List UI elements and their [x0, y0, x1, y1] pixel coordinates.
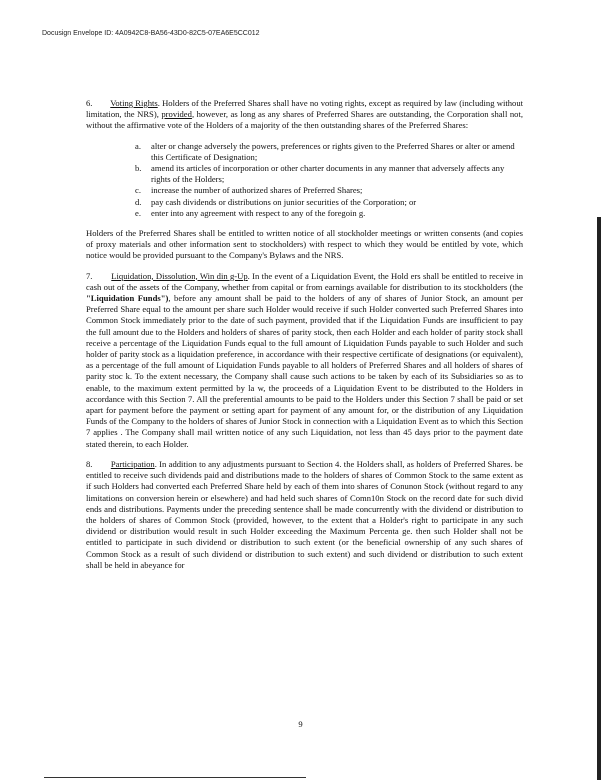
- section-text: , however, as long as any shares of Preferred Shares are outstanding, the Corporation shall not, without the affirmative vote of the Holders of a majority of the then outstanding shares of the Preferred Shares:: [86, 109, 523, 131]
- section-number: 7.: [86, 270, 93, 281]
- footer-rule: [44, 777, 306, 778]
- section-8: [86, 459, 523, 571]
- list-item: [135, 208, 523, 219]
- list-item-text: pay cash dividends or distributions on junior securities of the Corporation; or: [151, 196, 417, 207]
- list-marker: d.: [135, 196, 142, 207]
- section-number: 6.: [86, 98, 93, 108]
- list-item-text: alter or change adversely the powers, preferences or rights given to the Preferred Shares or alter or amend this Certificate of Designation;: [151, 140, 515, 162]
- section-heading: Liquidation, Dissolution, Win din g-Up: [111, 270, 248, 281]
- envelope-id: Docusign Envelope ID: 4A0942C8-BA56-43D0-82C5-07EA6E5CC012: [42, 30, 260, 37]
- list-marker: c.: [135, 185, 141, 196]
- page-edge-rule: [597, 217, 601, 780]
- list-item: [135, 197, 523, 208]
- page-number: 9: [298, 719, 303, 729]
- section-7: [86, 271, 523, 450]
- list-marker: b.: [135, 163, 142, 174]
- voting-covenant-list: [86, 141, 523, 219]
- section-6-intro: [86, 98, 523, 132]
- section-text: . In addition to any adjustments pursuant to Section 4. the Holders shall, as holders of Preferred Shares. be entitled to receive such dividends paid and distributions made to the holders of shares of Common Stock to the same extent as if such Holders had converted each Preferred Share held by each of them into shares of Conunon Stock (without regard to any limitations on conversion herein or elsewhere) and had held such shares of Comn10n Stock on the record date for such divid ends and distributions. Payments under the preceding sentence shall be made concurrently with the dividend or distribution to the holders of shares of Common Stock (provided, however, to the extent that a Holder's right to participate in any such dividend or distribution would result in such Holder exceeding the Maximum Percenta ge. then such Holder shall not be entitled to participate in such dividend or distribution to such extent (or the beneficial ownership of any such shares of Common Stock as a result of such dividend or distribution to such extent) and such dividend or distribution to such extent shall be held in abeyance for: [86, 458, 523, 570]
- list-marker: e.: [135, 207, 141, 218]
- provided-term: provided: [161, 109, 192, 120]
- section-heading: Voting Rights: [110, 98, 158, 108]
- list-item: [135, 185, 523, 196]
- list-item: [135, 141, 523, 163]
- list-item: [135, 163, 523, 185]
- section-text: . In the event of a Liquidation Event, the Hold ers shall be entitled to receive in cash out of the assets of the Company, whether from capital or from earnings available for distribution to its stockholders (the: [86, 270, 523, 292]
- section-heading: Participation: [110, 458, 155, 469]
- list-item-text: enter into any agreement with respect to any of the foregoin g.: [151, 207, 366, 218]
- document-body: [86, 98, 523, 580]
- section-6-notice: Holders of the Preferred Shares shall be entitled to written notice of all stockholder meetings or written consents (and copies of proxy materials and other information sent to stockholders) with respect to which they would be entitled by vote, which notice would be provided pursuant to the Company's Bylaws and the NRS.: [86, 228, 523, 261]
- list-marker: a.: [135, 140, 141, 151]
- defined-term: "Liquidation Funds"): [86, 293, 169, 304]
- list-item-text: increase the number of authorized shares of Preferred Shares;: [151, 185, 363, 196]
- section-text: , before any amount shall be paid to the holders of any of shares of Junior Stock, an amount per Preferred Share equal to the amount per share such Holder would receive if such Holder converted such Preferred Shares into Common Stock immediately prior to the date of such payment, provided that if the Liquidation Funds are insufficient to pay the full amount due to the Holders and holders of shares of parity stock, then each Holder and each holder of parity stock shall receive a percentage of the Liquidation Funds equal to the full amount of Liquidation Funds payable to such Holder and such holder of parity stock as a liquidation preference, in accordance with their respective certificate of designations (or equivalent), as a percentage of the full amount of Liquidation Funds payable to all holders of Preferred Shares and all holders of shares of parity stoc k. To the extent necessary, the Company shall cause such actions to be taken by each of its Subsidiaries so as to enable, to the maximum extent permitted by la w, the proceeds of a Liquidation Event to be distributed to the Holders in accordance with this Section 7. All the preferential amounts to be paid to the Holders under this Section 7 shall be paid or set apart for payment before the payment or setting apart for payment of any amount for, or the distribution of any Liquidation Funds of the Company to the holders of shares of Junior Stock in connection with a Liquidation Event as to which this Section 7 applies . The Company shall mail written notice of any such Liquidation, not less than 45 days prior to the payment date stated therein, to each Holder.: [86, 293, 524, 449]
- list-item-text: amend its articles of incorporation or other charter documents in any manner that adversely affects any rights of the Holders;: [151, 163, 505, 185]
- section-number: 8.: [86, 458, 93, 469]
- section-text: . Holders of the Preferred Shares shall have no voting rights, except as required by law (including without limitation, the NRS),: [86, 98, 524, 120]
